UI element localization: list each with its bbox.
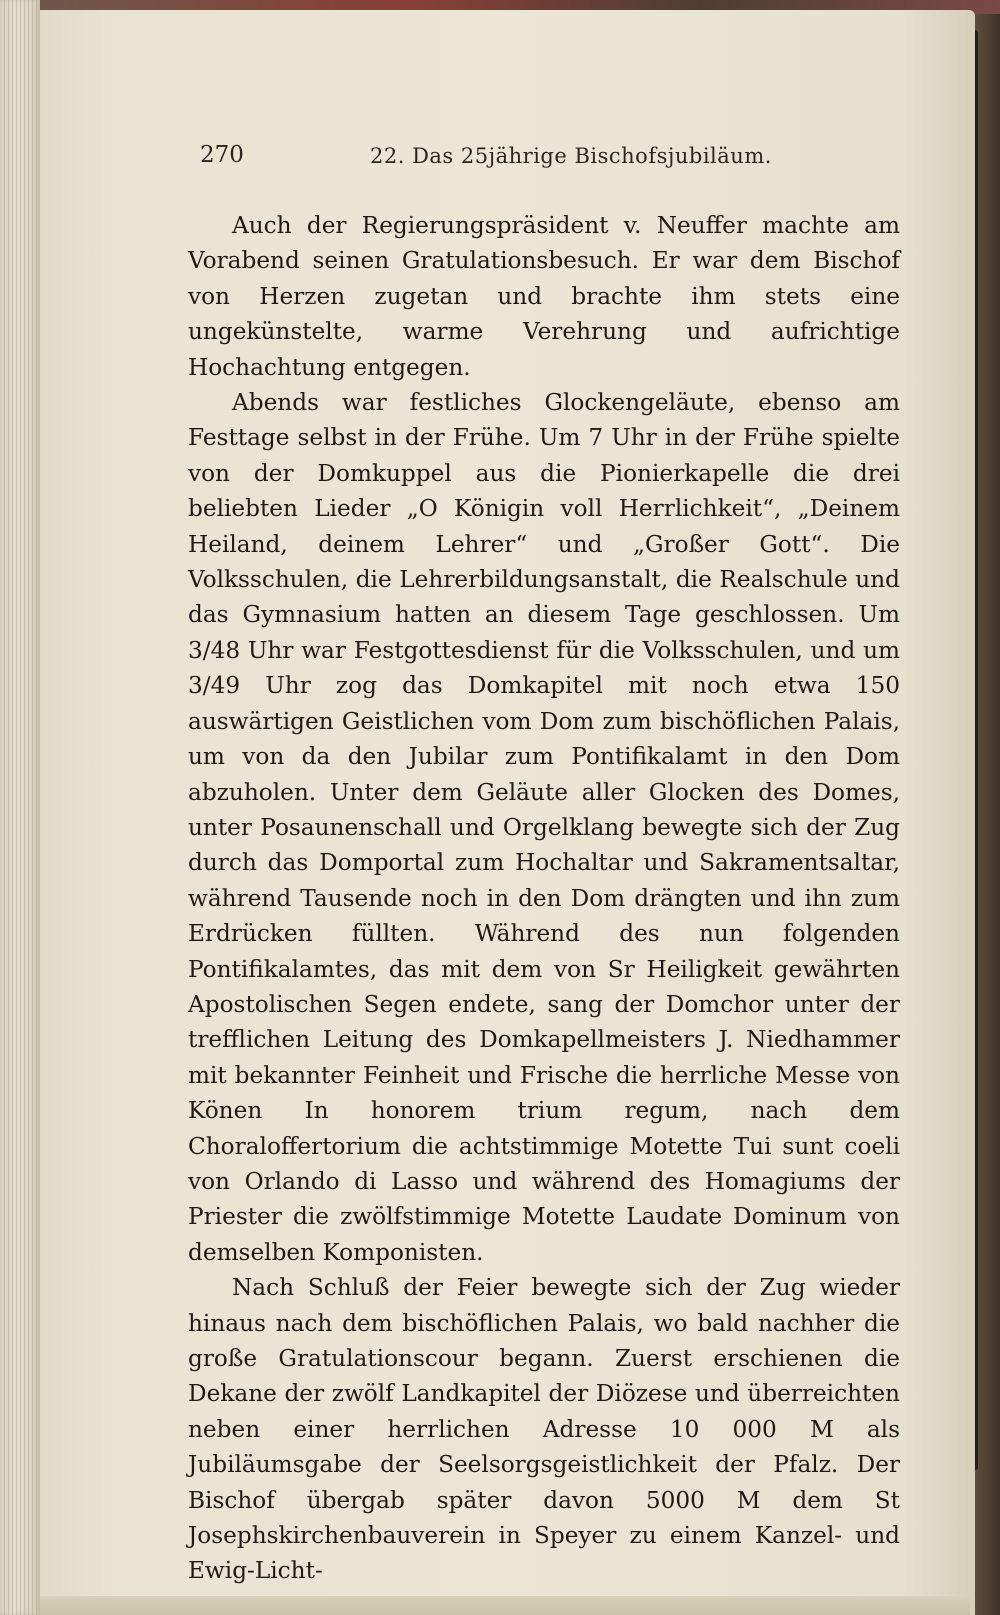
page-bottom-edge: [40, 1596, 970, 1615]
page-number: 270: [200, 142, 244, 168]
paragraph-2: Abends war festliches Glockengeläute, ebenso am Festtage selbst in der Frühe. Um 7 Uhr in der Frühe spielte von der Domkuppel aus die Pionierkapelle die drei beliebten Lieder „O Königin voll Herrlichkeit“, „Deinem Heiland, deinem Lehrer“ und „Großer Gott“. Die Volksschulen, die Lehrerbildungsanstalt, die Realschule und das Gymnasium hatten an diesem Tage geschlossen. Um 3/48 Uhr war Festgottesdienst für die Volksschulen, und um 3/49 Uhr zog das Domkapitel mit noch etwa 150 auswärtigen Geistlichen vom Dom zum bischöflichen Palais, um von da den Jubilar zum Pontifikalamt in den Dom abzuholen. Unter dem Geläute aller Glocken des Domes, unter Posaunenschall und Orgelklang bewegte sich der Zug durch das Domportal zum Hochaltar und Sakramentsaltar, während Tausende noch in den Dom drängten und ihn zum Erdrücken füllten. Während des nun folgenden Pontifikalamtes, das mit dem von Sr Heiligkeit gewährten Apostolischen Segen endete, sang der Domchor unter der trefflichen Leitung des Domkapellmeisters J. Niedhammer mit bekannter Feinheit und Frische die herrliche Messe von Könen In honorem trium regum, nach dem Choraloffertorium die achtstimmige Motette Tui sunt coeli von Orlando di Lasso und während des Homagiums der Priester die zwölfstimmige Motette Laudate Dominum von demselben Komponisten.: [188, 389, 900, 1266]
paragraph-3: Nach Schluß der Feier bewegte sich der Zug wieder hinaus nach dem bischöflichen Palais, wo bald nachher die große Gratulationscour begann. Zuerst erschienen die Dekane der zwölf Landkapitel der Diözese und überreichten neben einer herrlichen Adresse 10 000 M als Jubiläumsgabe der Seelsorgsgeistlichkeit der Pfalz. Der Bischof übergab später davon 5000 M dem St Josephskirchenbauverein in Speyer zu einem Kanzel- und Ewig-Licht-: [188, 1274, 900, 1585]
left-page-gutter: [0, 0, 40, 1615]
page-header: [160, 142, 900, 178]
gutter-page-edges: [4, 0, 38, 1615]
running-title: 22. Das 25jährige Bischofsjubiläum.: [370, 144, 772, 168]
page-body: [188, 208, 900, 1589]
paragraph-1: Auch der Regierungspräsident v. Neuffer machte am Vorabend seinen Gratulationsbesuch. Er war dem Bischof von Herzen zugetan und brachte ihm stets eine ungekünstelte, warme Verehrung und aufrichtige Hochachtung entgegen.: [188, 212, 900, 381]
